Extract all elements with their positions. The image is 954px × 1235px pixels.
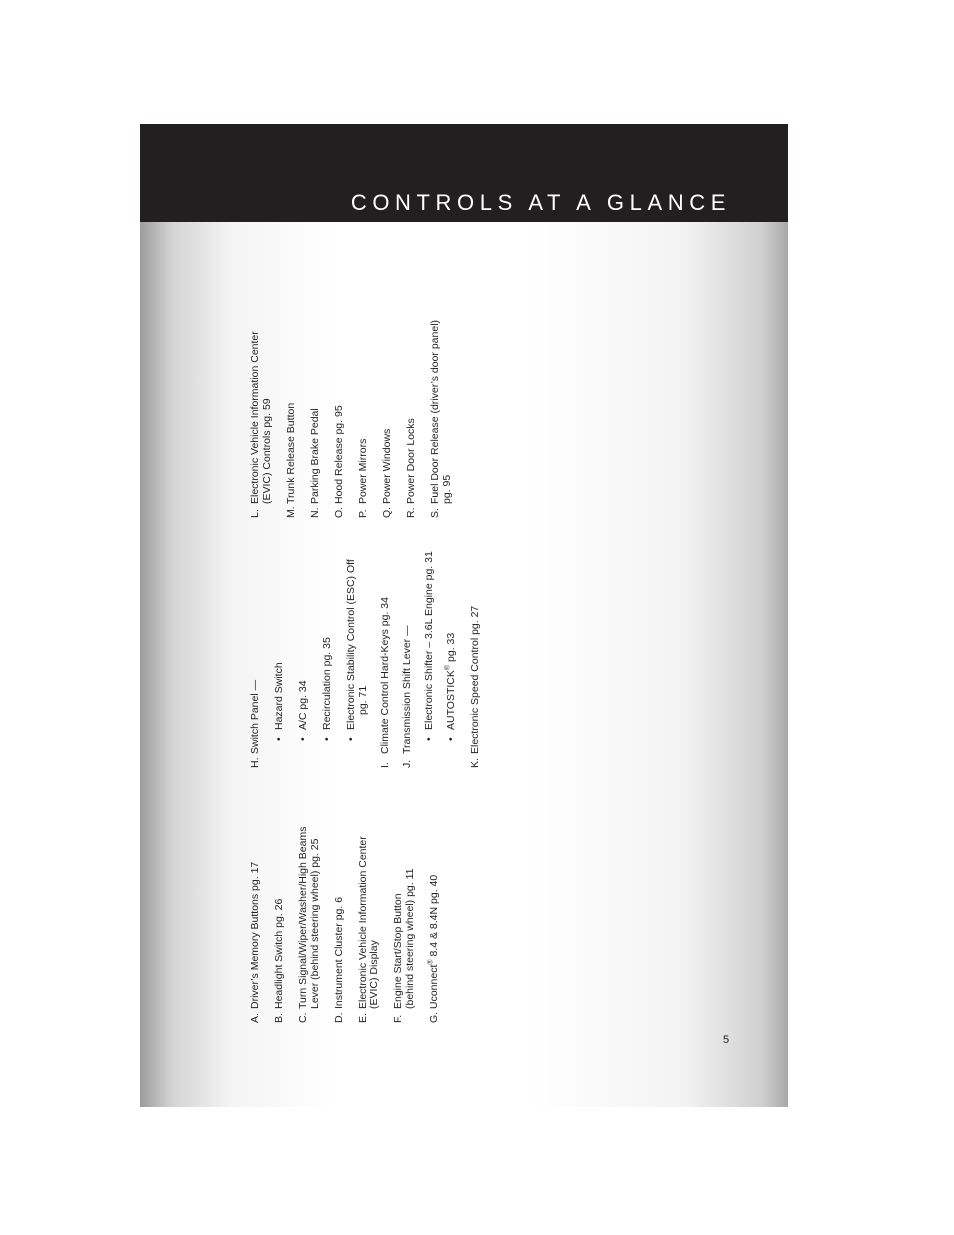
item-letter: A. (249, 1013, 261, 1023)
manual-page (140, 124, 788, 1107)
bullet-icon: • (297, 737, 310, 741)
item-text-line: (EVIC) Display (368, 940, 381, 1009)
item-text: Electronic Shifter – 3.6L Engine pg. 31 (422, 551, 435, 730)
item-letter: C. (297, 1012, 310, 1023)
item-letter: E. (356, 1013, 369, 1023)
controls-column-1 (250, 791, 453, 1023)
item-letter: R. (405, 507, 418, 518)
bullet-icon: • (444, 737, 457, 741)
item-text: Trunk Release Button (284, 402, 297, 504)
item-text: Recirculation pg. 35 (321, 637, 334, 730)
item-text-line: Fuel Door Release (driver’s door panel) (429, 319, 442, 504)
item-text: Headlight Switch pg. 26 (273, 898, 286, 1009)
list-item-k (470, 548, 482, 768)
sub-item-electronic-shifter (424, 548, 436, 768)
list-item-q (382, 293, 394, 518)
item-text: Power Door Locks (405, 418, 418, 504)
list-item-s (430, 293, 453, 518)
list-item-o (334, 293, 346, 518)
item-text-line: (behind steering wheel) pg. 11 (403, 868, 416, 1009)
item-text: Instrument Cluster pg. 6 (332, 896, 345, 1009)
item-letter: P. (356, 509, 369, 518)
item-text-line: Electronic Stability Control (ESC) Off (345, 559, 358, 730)
controls-column-3 (250, 293, 466, 518)
list-item-f (393, 791, 416, 1023)
list-item-c (298, 791, 321, 1023)
page-number: 5 (723, 1034, 730, 1046)
header-bar (140, 124, 788, 222)
controls-list (250, 303, 510, 1023)
item-text-line: Engine Start/Stop Button (392, 893, 405, 1009)
sub-item-autostick (446, 548, 458, 768)
page-title: CONTROLS AT A GLANCE (350, 190, 731, 215)
item-text: Transmission Shift Lever — (400, 625, 413, 754)
list-item-i (380, 548, 392, 768)
item-letter: J. (400, 759, 413, 768)
item-text-line: pg. 95 (440, 474, 453, 504)
list-item-b (274, 791, 286, 1023)
item-text: Hazard Switch (273, 662, 286, 730)
registered-mark: ® (427, 959, 435, 965)
list-item-a (250, 791, 262, 1023)
item-text-line: Turn Signal/Wiper/Washer/High Beams (297, 826, 310, 1009)
item-text: Climate Control Hard-Keys pg. 34 (378, 597, 391, 754)
list-item-e (358, 791, 381, 1023)
item-letter: O. (332, 506, 345, 518)
item-letter: N. (308, 507, 321, 518)
item-text-line: (EVIC) Controls pg. 59 (260, 398, 273, 504)
item-text-line: Lever (behind steering wheel) pg. 25 (308, 838, 321, 1009)
item-letter: D. (332, 1012, 345, 1023)
item-text-line: pg. 71 (356, 685, 369, 715)
item-text: Parking Brake Pedal (308, 408, 321, 504)
item-text: A/C pg. 34 (297, 680, 310, 730)
item-text: Switch Panel — (249, 679, 261, 754)
bullet-icon: • (321, 737, 334, 741)
list-item-g (429, 791, 441, 1023)
item-letter: G. (428, 1011, 441, 1023)
controls-column-2 (250, 548, 494, 768)
item-letter: Q. (380, 506, 393, 518)
sub-item-ac (298, 548, 310, 768)
list-item-m (286, 293, 298, 518)
list-item-n (310, 293, 322, 518)
item-letter: B. (273, 1013, 286, 1023)
item-text: Hood Release pg. 95 (332, 405, 345, 504)
item-letter: L. (249, 509, 261, 518)
list-item-r (406, 293, 418, 518)
item-text: Power Mirrors (356, 438, 369, 504)
item-letter: I. (378, 762, 391, 768)
sub-item-hazard (274, 548, 286, 768)
item-text: Power Windows (380, 428, 393, 504)
item-letter: K. (468, 758, 481, 768)
item-letter: H. (249, 757, 261, 768)
item-text: Electronic Speed Control pg. 27 (468, 605, 481, 754)
item-text-line: Electronic Vehicle Information Center (249, 331, 261, 504)
item-text: AUTOSTICK® pg. 33 (444, 632, 457, 730)
item-text: Driver’s Memory Buttons pg. 17 (249, 861, 261, 1009)
item-letter: F. (392, 1014, 405, 1023)
item-letter: M. (284, 506, 297, 518)
list-item-h (250, 548, 262, 768)
list-item-d (334, 791, 346, 1023)
sub-item-recirculation (322, 548, 334, 768)
bullet-icon: • (345, 737, 358, 741)
registered-mark: ® (444, 664, 452, 671)
item-letter: S. (429, 508, 442, 518)
item-text: Uconnect® 8.4 & 8.4N pg. 40 (427, 874, 441, 1009)
list-item-j (402, 548, 414, 768)
bullet-icon: • (422, 737, 435, 741)
list-item-p (358, 293, 370, 518)
item-text-line: Electronic Vehicle Information Center (356, 836, 369, 1009)
bullet-icon: • (273, 737, 286, 741)
sub-item-esc-off (346, 548, 369, 768)
list-item-l (250, 293, 273, 518)
